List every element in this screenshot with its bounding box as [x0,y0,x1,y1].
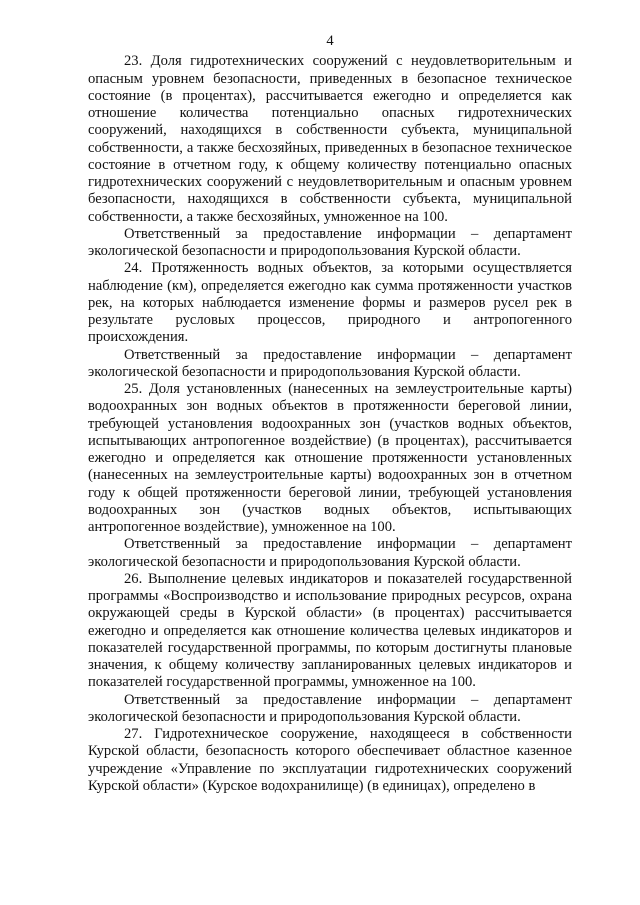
responsible-note-24: Ответственный за предоставление информации – департамент экологической безопасности и природопользования Курской области. [88,346,572,380]
responsible-note-23: Ответственный за предоставление информации – департамент экологической безопасности и природопользования Курской области. [88,225,572,259]
responsible-note-26: Ответственный за предоставление информации – департамент экологической безопасности и природопользования Курской области. [88,691,572,725]
page-number: 4 [326,33,334,49]
paragraph-25: 25. Доля установленных (нанесенных на землеустроительные карты) водоохранных зон водных объектов в протяженности береговой линии, требующей установления водоохранных зон (участков водных объектов, испытывающих антропогенное воздействие) (в процентах), рассчитывается ежегодно и определяется как отношение протяженности установленных (нанесенных на землеустроительные карты) водоохранных зон в отчетном году к общей протяженности береговой линии, требующей установления водоохранных зон (участков водных объектов, испытывающих антропогенное воздействие), умноженное на 100. [88,381,572,535]
paragraph-24: 24. Протяженность водных объектов, за которыми осуществляется наблюдение (км), определяется ежегодно как сумма протяженности участков рек, на которых наблюдается изменение формы и размеров русел рек в результате русловых процессов, природного и антропогенного происхождения. [88,260,572,346]
paragraph-27: 27. Гидротехническое сооружение, находящееся в собственности Курской области, безопасность которого обеспечивает областное казенное учреждение «Управление по эксплуатации гидротехнических сооружений Курской области» (Курское водохранилище) (в единицах), определено в [88,726,572,794]
responsible-note-25: Ответственный за предоставление информации – департамент экологической безопасности и природопользования Курской области. [88,536,572,570]
paragraph-23: 23. Доля гидротехнических сооружений с неудовлетворительным и опасным уровнем безопасности, приведенных в безопасное техническое состояние (в процентах), рассчитывается ежегодно и определяется как отношение количества потенциально опасных гидротехнических сооружений, находящихся в собственности субъекта, муниципальной собственности, а также бесхозяйных, приведенных в безопасное техническое состояние в отчетном году, к общему количеству потенциально опасных гидротехнических сооружений с неудовлетворительным и опасным уровнем безопасности, находящихся в собственности субъекта, муниципальной собственности, а также бесхозяйных, умноженное на 100. [88,53,572,225]
paragraph-26: 26. Выполнение целевых индикаторов и показателей государственной программы «Воспроизводство и использование природных ресурсов, охрана окружающей среды в Курской области» (в процентах) рассчитывается ежегодно и определяется как отношение количества целевых индикаторов и показателей государственной программы, по которым достигнуты плановые значения, к общему количеству запланированных целевых индикаторов и показателей государственной программы, умноженное на 100. [88,570,572,691]
